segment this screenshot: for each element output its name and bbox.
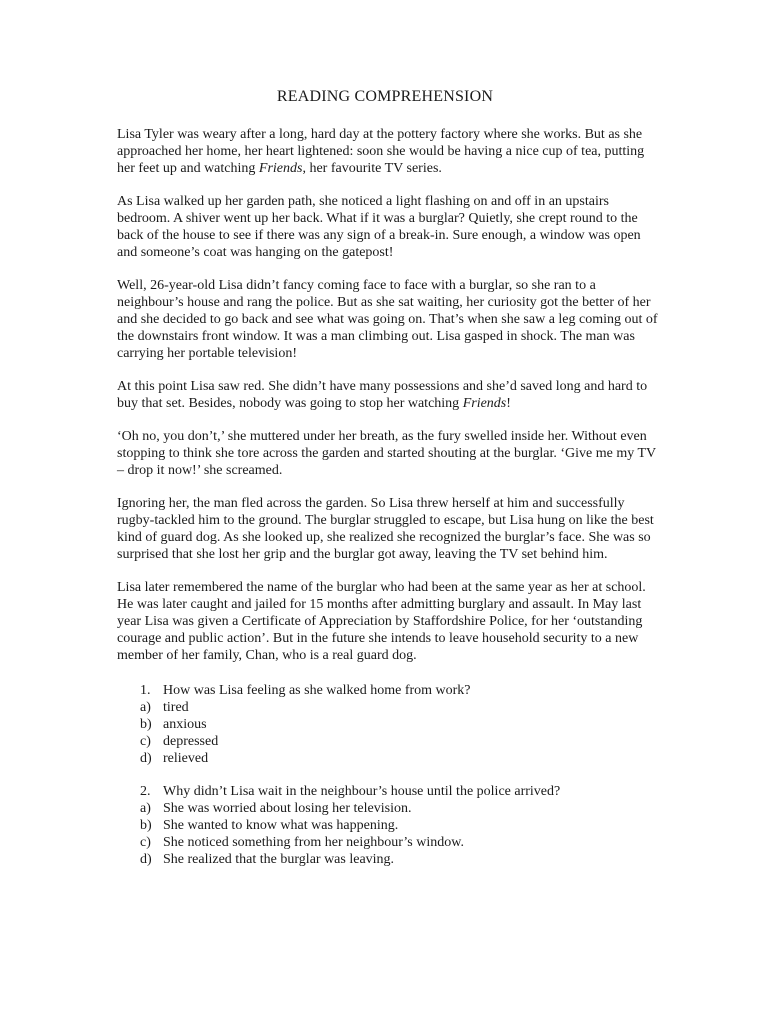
page-title: READING COMPREHENSION bbox=[276, 88, 494, 105]
option-letter: d) bbox=[140, 852, 152, 867]
question-text: Why didn’t Lisa wait in the neighbour’s house until the police arrived? bbox=[163, 784, 561, 799]
question-text: How was Lisa feeling as she walked home from work? bbox=[163, 683, 471, 698]
paragraph-5 bbox=[117, 428, 662, 479]
option-letter: b) bbox=[140, 818, 152, 833]
answer-option bbox=[117, 800, 662, 817]
paragraph-2 bbox=[117, 193, 662, 261]
paragraph-6 bbox=[117, 495, 662, 563]
paragraph-3 bbox=[117, 277, 662, 362]
paragraph-text: Lisa Tyler was weary after a long, hard day at the pottery factory where she works. But as she approached her home, her heart lightened: soon she would be having a nice cup of tea, putting her feet up and watching bbox=[117, 127, 645, 176]
paragraph-text: As Lisa walked up her garden path, she noticed a light flashing on and off in an upstairs bedroom. A shiver went up her back. What if it was a burglar? Quietly, she crept round to the back of the house to see if there was any sign of a break-in. Sure enough, a window was open and someone’s coat was hanging on the gatepost! bbox=[117, 194, 641, 260]
option-text: tired bbox=[163, 700, 189, 715]
document-body bbox=[117, 126, 662, 884]
question-row bbox=[117, 783, 662, 800]
option-text: She wanted to know what was happening. bbox=[163, 818, 399, 833]
option-text: She noticed something from her neighbour’s window. bbox=[163, 835, 464, 850]
question-number: 1. bbox=[140, 683, 151, 698]
option-text: depressed bbox=[163, 734, 219, 749]
paragraph-1 bbox=[117, 126, 662, 177]
italic-title: Friends bbox=[258, 161, 303, 176]
question-1 bbox=[117, 682, 662, 767]
option-letter: c) bbox=[140, 734, 151, 749]
option-letter: b) bbox=[140, 717, 152, 732]
answer-option bbox=[117, 817, 662, 834]
paragraph-text: ‘Oh no, you don’t,’ she muttered under her breath, as the fury swelled inside her. Without even stopping to think she tore across the garden and started shouting at the burglar. ‘Give me my TV – drop it now!’ she screamed. bbox=[117, 429, 656, 478]
italic-title: Friends bbox=[462, 396, 507, 411]
paragraph-text: Lisa later remembered the name of the burglar who had been at the same year as her at school. He was later caught and jailed for 15 months after admitting burglary and assault. In May last year Lisa was given a Certificate of Appreciation by Staffordshire Police, for her ‘outstanding courage and public action’. But in the future she intends to leave household security to a new member of her family, Chan, who is a real guard dog. bbox=[117, 580, 646, 663]
option-text: anxious bbox=[163, 717, 207, 732]
option-letter: a) bbox=[140, 801, 151, 816]
paragraph-text: At this point Lisa saw red. She didn’t have many possessions and she’d saved long and hard to buy that set. Besides, nobody was going to stop her watching bbox=[117, 379, 648, 411]
option-text: She was worried about losing her television. bbox=[163, 801, 412, 816]
paragraph-text: , her favourite TV series. bbox=[302, 161, 442, 176]
paragraph-4 bbox=[117, 378, 662, 412]
paragraph-text: ! bbox=[506, 396, 511, 411]
question-number: 2. bbox=[140, 784, 151, 799]
answer-option bbox=[117, 851, 662, 868]
paragraph-7 bbox=[117, 579, 662, 664]
answer-option bbox=[117, 733, 662, 750]
answer-option bbox=[117, 716, 662, 733]
paragraph-text: Well, 26-year-old Lisa didn’t fancy coming face to face with a burglar, so she ran to a neighbour’s house and rang the police. But as she sat waiting, her curiosity got the better of her and she decided to go back and see what was going on. That’s when she saw a leg coming out of the downstairs front window. It was a man climbing out. Lisa gasped in shock. The man was carrying her portable television! bbox=[117, 278, 658, 361]
option-text: relieved bbox=[163, 751, 209, 766]
option-letter: a) bbox=[140, 700, 151, 715]
option-letter: d) bbox=[140, 751, 152, 766]
answer-option bbox=[117, 699, 662, 716]
question-2 bbox=[117, 783, 662, 868]
paragraph-text: Ignoring her, the man fled across the garden. So Lisa threw herself at him and successfully rugby-tackled him to the ground. The burglar struggled to escape, but Lisa hung on like the best kind of guard dog. As she looked up, she realized she recognized the burglar’s face. She was so surprised that she lost her grip and the burglar got away, leaving the TV set behind him. bbox=[117, 496, 654, 562]
question-row bbox=[117, 682, 662, 699]
answer-option bbox=[117, 834, 662, 851]
option-text: She realized that the burglar was leaving. bbox=[163, 852, 395, 867]
option-letter: c) bbox=[140, 835, 151, 850]
answer-option bbox=[117, 750, 662, 767]
